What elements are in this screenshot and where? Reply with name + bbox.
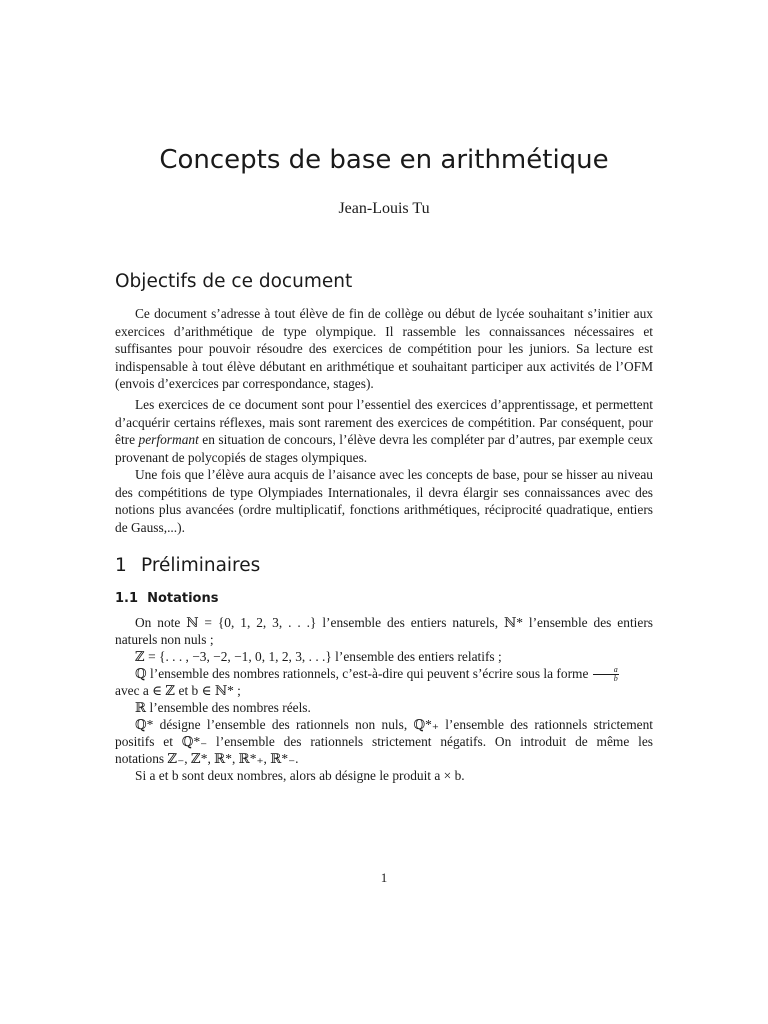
objectives-paragraph-1: Ce document s’adresse à tout élève de fin de collège ou début de lycée souhaitant s’initier aux exercices d’arithmétique de type olympique. Il rassemble les connaissances nécessaires et suffisantes pour pouvoir résoudre des exercices de compétition pour les juniors. Sa lecture est indispensable à tout élève débutant en arithmétique et souhaitant participer aux activités de l’OFM (envois d’exercices par correspondance, stages). xyxy=(115,306,653,392)
subsection-number: 1.1 xyxy=(115,591,139,606)
notation-line: ℤ = {. . . , −3, −2, −1, 0, 1, 2, 3, . . .} l’ensemble des entiers relatifs ; xyxy=(135,648,502,664)
page-number: 1 xyxy=(380,870,388,885)
notations-body xyxy=(115,615,653,785)
notation-line: ℝ l’ensemble des nombres réels. xyxy=(135,700,311,716)
objectives-paragraph-3: Une fois que l’élève aura acquis de l’aisance avec les concepts de base, pour se hisser au niveau des compétitions de type Olympiades Internationales, il devra élargir ses connaissances avec des notions plus avancées (ordre multiplicatif, fonctions arithmétiques, réciprocité quadratique, entiers de Gauss,...). xyxy=(115,467,653,535)
notation-line: notations ℤ₋, ℤ*, ℝ*, ℝ*₊, ℝ*₋. xyxy=(115,750,299,766)
notation-line-fraction: ℚ l’ensemble des nombres rationnels, c’est-à-dire qui peuvent s’écrire sous la forme $\frac{a}{b}$ xyxy=(135,665,618,684)
notation-line: positifs et ℚ*₋ l’ensemble des rationnels strictement négatifs. On introduit de même les xyxy=(115,733,653,749)
subsection-title: Notations xyxy=(147,591,219,606)
notation-line: ℚ* désigne l’ensemble des rationnels non nuls, ℚ*₊ l’ensemble des rationnels strictement xyxy=(135,716,653,732)
subsection-1-1-heading xyxy=(115,591,219,606)
fraction-a-over-b: $\frac{a}{b}$ xyxy=(593,666,619,683)
document-title: Concepts de base en arithmétique xyxy=(159,145,609,175)
section-1-heading xyxy=(115,555,260,576)
notation-line: Si a et b sont deux nombres, alors ab désigne le produit a × b. xyxy=(135,767,465,783)
document-author: Jean-Louis Tu xyxy=(338,200,430,217)
section-title: Préliminaires xyxy=(141,555,261,576)
section-number: 1 xyxy=(115,555,127,576)
objectives-paragraph-2: Les exercices de ce document sont pour l’essentiel des exercices d’apprentissage, et permettent d’acquérir certains réflexes, mais sont rarement des exercices de compétition. Par conséquent, pour être performant en situation de concours, l’élève devra les compléter par d’autres, par exemple ceux provenant de polycopiés de stages olympiques. xyxy=(115,397,653,465)
notation-line: On note ℕ = {0, 1, 2, 3, . . .} l’ensemble des entiers naturels, ℕ* l’ensemble des entiers xyxy=(135,615,653,630)
objectives-heading: Objectifs de ce document xyxy=(115,271,353,292)
notation-line: avec a ∈ ℤ et b ∈ ℕ* ; xyxy=(115,683,241,699)
emphasis-performant: performant xyxy=(138,432,199,448)
notation-line: naturels non nuls ; xyxy=(115,631,214,647)
